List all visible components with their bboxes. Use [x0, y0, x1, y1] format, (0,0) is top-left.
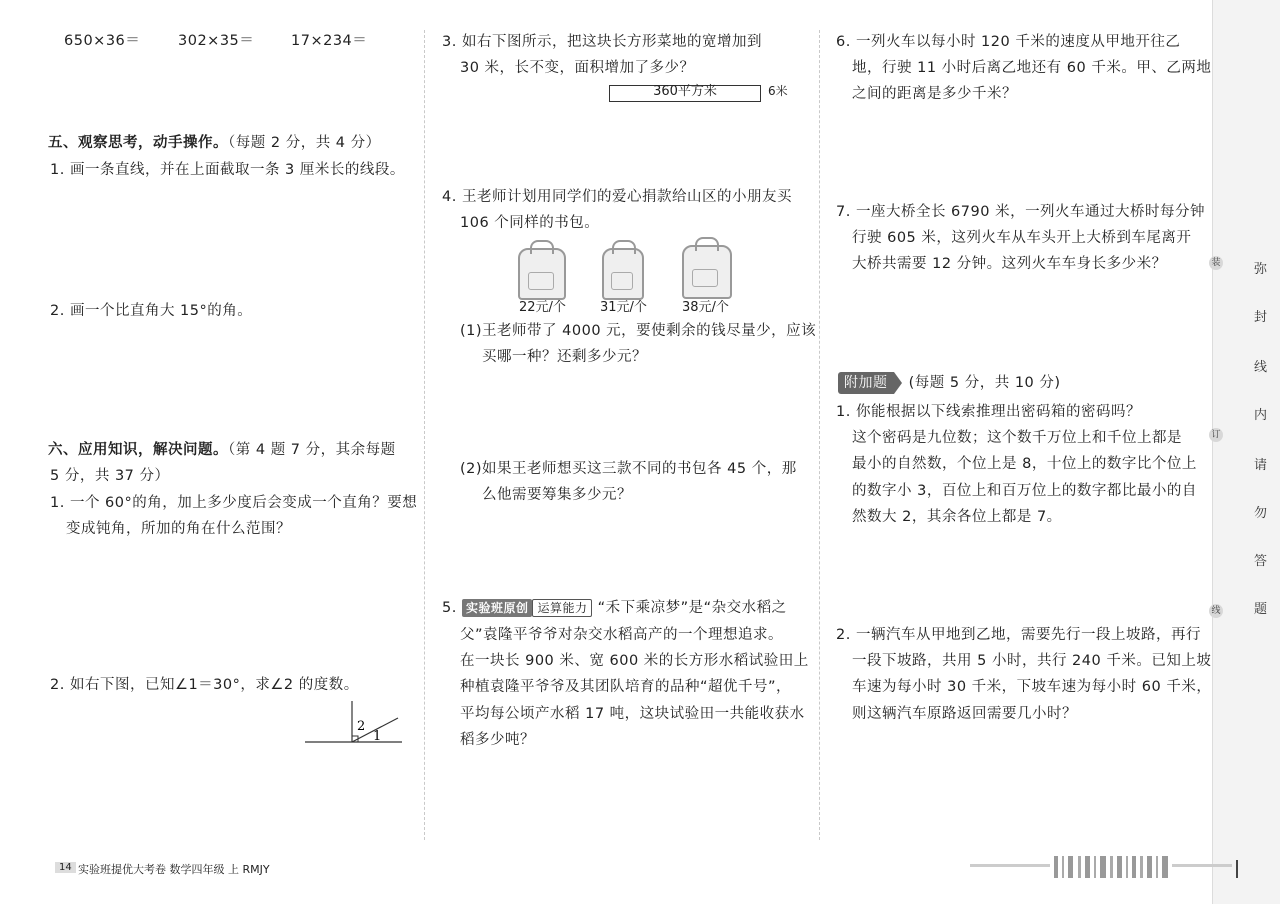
question-text: 1. 你能根据以下线索推理出密码箱的密码吗？: [836, 404, 1141, 420]
question-text: 变成钝角，所加的角在什么范围？: [66, 521, 291, 537]
question-text: 一段下坡路，共用 5 小时，共行 240 千米。已知上坡: [852, 653, 1212, 669]
question-text: 7. 一座大桥全长 6790 米，一列火车通过大桥时每分钟: [836, 204, 1206, 220]
calc-item: 650×36＝: [64, 33, 141, 49]
backpack-image: [682, 245, 732, 299]
calc-item: 17×234＝: [291, 33, 368, 49]
question-text: 行驶 605 米，这列火车从车头开上大桥到车尾离开: [852, 230, 1192, 246]
addon-heading: [838, 370, 1061, 396]
angle-label-1: 1: [373, 729, 382, 744]
barcode-graphic: [970, 852, 1260, 882]
question-text: 的数字小 3，百位上和百万位上的数字都比最小的自: [852, 483, 1197, 499]
skill-badge: 运算能力: [532, 599, 592, 617]
question-text: (2)如果王老师想买这三款不同的书包各 45 个，那: [460, 461, 797, 477]
addon-label: 附加题: [838, 372, 894, 394]
question-text: 之间的距离是多少千米？: [852, 86, 1017, 102]
binding-margin: [1212, 0, 1280, 904]
price-label: 38元/个: [682, 300, 729, 315]
binding-char: 内: [1254, 408, 1268, 423]
binding-char: 弥: [1254, 262, 1268, 277]
field-rectangle: [609, 85, 761, 102]
width-label: 6米: [768, 84, 788, 98]
section-note-cont: 5 分，共 37 分）: [50, 468, 170, 484]
backpack-image: [602, 248, 644, 300]
question-text: 买哪一种？还剩多少元？: [482, 349, 647, 365]
page-number: 14: [55, 862, 76, 873]
backpack-image: [518, 248, 566, 300]
question-text: 最小的自然数，个位上是 8，十位上的数字比个位上: [852, 456, 1197, 472]
binding-char: 请: [1254, 458, 1268, 473]
question-text: 在一块长 900 米、宽 600 米的长方形水稻试验田上: [460, 653, 809, 669]
question-text: 然数大 2，其余各位上都是 7。: [852, 509, 1062, 525]
binding-dot: 装: [1209, 256, 1223, 270]
question-text: 2. 如右下图，已知∠1＝30°，求∠2 的度数。: [50, 677, 359, 693]
section-6-heading: [48, 437, 396, 463]
price-label: 22元/个: [519, 300, 566, 315]
question-text: 106 个同样的书包。: [460, 215, 600, 231]
binding-char: 勿: [1254, 506, 1268, 521]
question-text: “禾下乘凉梦”是“杂交水稻之: [597, 600, 787, 616]
question-text: 地，行驶 11 小时后离乙地还有 60 千米。甲、乙两地: [852, 60, 1212, 76]
question-text: 3. 如右下图所示，把这块长方形菜地的宽增加到: [442, 34, 762, 50]
question-text: 2. 一辆汽车从甲地到乙地，需要先行一段上坡路，再行: [836, 627, 1201, 643]
price-label: 31元/个: [600, 300, 647, 315]
question-text: 1. 一个 60°的角，加上多少度后会变成一个直角？要想: [50, 495, 418, 511]
section-note: （每题 2 分，共 4 分）: [228, 135, 381, 151]
angle-label-2: 2: [357, 719, 366, 734]
question-text: 父”袁隆平爷爷对杂交水稻高产的一个理想追求。: [460, 627, 784, 643]
question-text: 2. 画一个比直角大 15°的角。: [50, 303, 253, 319]
section-title: 五、观察思考，动手操作。: [48, 135, 228, 151]
binding-char: 答: [1254, 554, 1268, 569]
column-divider: [424, 30, 425, 840]
question-text: (1)王老师带了 4000 元，要使剩余的钱尽量少，应该: [460, 323, 817, 339]
question-text: 6. 一列火车以每小时 120 千米的速度从甲地开往乙: [836, 34, 1181, 50]
question-text: 平均每公顷产水稻 17 吨，这块试验田一共能收获水: [460, 706, 805, 722]
binding-char: 题: [1254, 602, 1268, 617]
addon-note: (每题 5 分，共 10 分): [908, 375, 1061, 391]
section-title: 六、应用知识，解决问题。: [48, 442, 228, 458]
binding-dot: 订: [1209, 428, 1223, 442]
calc-item: 302×35＝: [178, 33, 255, 49]
question-text: 么他需要筹集多少元？: [482, 487, 632, 503]
question-text: 大桥共需要 12 分钟。这列火车车身长多少米？: [852, 256, 1167, 272]
question-text: 4. 王老师计划用同学们的爱心捐款给山区的小朋友买: [442, 189, 792, 205]
column-divider: [819, 30, 820, 840]
original-badge: 实验班原创: [462, 599, 533, 617]
binding-char: 封: [1254, 310, 1268, 325]
binding-char: 线: [1254, 360, 1268, 375]
question-text: 1. 画一条直线，并在上面截取一条 3 厘米长的线段。: [50, 162, 405, 178]
question-text: 这个密码是九位数；这个数千万位上和千位上都是: [852, 430, 1182, 446]
binding-dot: 线: [1209, 604, 1223, 618]
question-5-line: [442, 595, 787, 621]
question-text: 30 米，长不变，面积增加了多少？: [460, 60, 695, 76]
footer-text: 实验班提优大考卷 数学四年级 上 RMJY: [78, 863, 270, 876]
section-note: （第 4 题 7 分，其余每题: [228, 442, 396, 458]
question-text: 稻多少吨？: [460, 732, 535, 748]
question-text: 种植袁隆平爷爷及其团队培育的品种“超优千号”，: [460, 679, 792, 695]
question-number: 5.: [442, 600, 457, 616]
question-text: 则这辆汽车原路返回需要几小时？: [852, 706, 1077, 722]
question-text: 车速为每小时 30 千米，下坡车速为每小时 60 千米，: [852, 679, 1212, 695]
area-label: 360平方米: [653, 84, 717, 99]
angle-diagram: [300, 698, 410, 748]
section-5-heading: [48, 130, 381, 156]
